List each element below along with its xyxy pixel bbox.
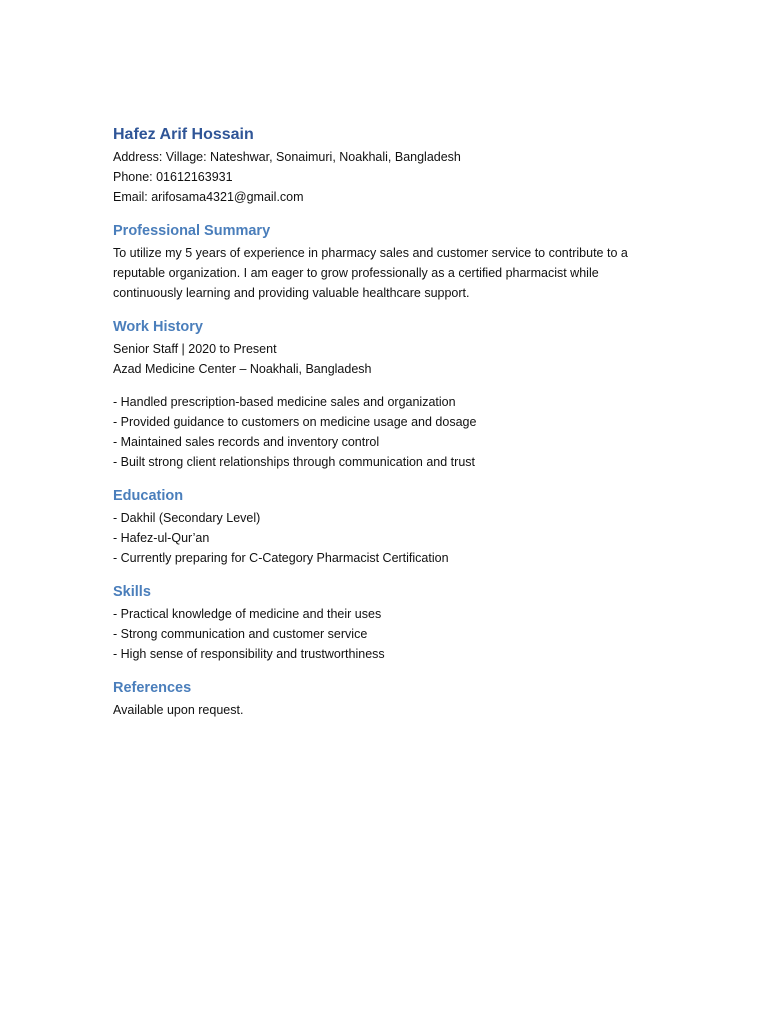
work-history-heading: Work History <box>113 319 203 335</box>
list-item: - Maintained sales records and inventory control <box>113 435 380 449</box>
summary-heading: Professional Summary <box>113 223 271 239</box>
list-item: - Provided guidance to customers on medicine usage and dosage <box>113 415 477 429</box>
spacer <box>113 379 653 392</box>
education-heading: Education <box>113 488 184 504</box>
list-item: - Currently preparing for C-Category Pharmacist Certification <box>113 551 449 565</box>
references-section <box>113 678 653 720</box>
references-text: Available upon request. <box>113 703 244 717</box>
resume-header <box>113 124 653 207</box>
job-role: Senior Staff | 2020 to Present <box>113 342 277 356</box>
list-item: - High sense of responsibility and trustworthiness <box>113 647 385 661</box>
candidate-name: Hafez Arif Hossain <box>113 126 254 143</box>
list-item: - Practical knowledge of medicine and their uses <box>113 607 382 621</box>
list-item: - Built strong client relationships through communication and trust <box>113 455 475 469</box>
summary-text: To utilize my 5 years of experience in pharmacy sales and customer service to contribute to a reputable organization. I am eager to grow professionally as a certified pharmacist while continuously learning and providing valuable healthcare support. <box>113 246 628 300</box>
contact-info <box>113 147 653 207</box>
references-heading: References <box>113 680 192 696</box>
duties-list <box>113 392 653 472</box>
work-history-section <box>113 317 653 472</box>
resume-document <box>113 124 653 720</box>
job-employer: Azad Medicine Center – Noakhali, Bangladesh <box>113 362 372 376</box>
skills-heading: Skills <box>113 584 151 600</box>
address-line: Address: Village: Nateshwar, Sonaimuri, Noakhali, Bangladesh <box>113 150 461 164</box>
list-item: - Hafez-ul-Qur’an <box>113 531 210 545</box>
list-item: - Handled prescription-based medicine sales and organization <box>113 395 456 409</box>
list-item: - Dakhil (Secondary Level) <box>113 511 261 525</box>
list-item: - Strong communication and customer service <box>113 627 368 641</box>
education-section <box>113 486 653 568</box>
phone-line: Phone: 01612163931 <box>113 170 233 184</box>
skills-section <box>113 582 653 664</box>
summary-section <box>113 221 653 303</box>
email-line: Email: arifosama4321@gmail.com <box>113 190 304 204</box>
